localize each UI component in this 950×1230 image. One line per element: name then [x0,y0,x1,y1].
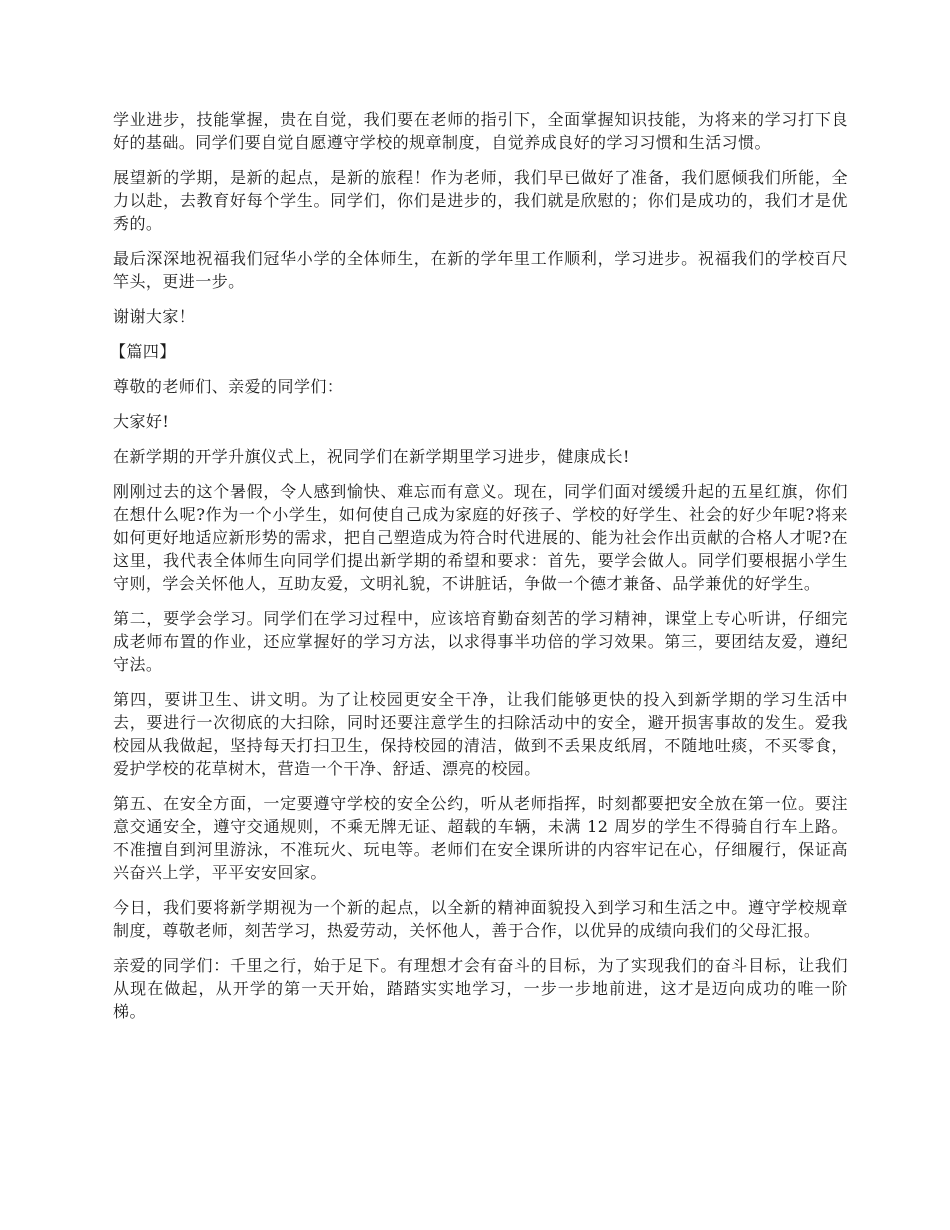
paragraph-closing: 亲爱的同学们：千里之行，始于足下。有理想才会有奋斗的目标，为了实现我们的奋斗目标，让我们从现在做起，从开学的第一天开始，踏踏实实地学习，一步一步地前进，这才是迈向成功的唯一阶梯。 [113,956,848,1021]
paragraph-new-semester-outlook: 展望新的学期，是新的起点，是新的旅程！作为老师，我们早已做好了准备，我们愿倾我们所能，全力以赴，去教育好每个学生。同学们，你们是进步的，我们就是欣慰的；你们是成功的，我们才是优秀的。 [113,168,848,233]
paragraph-self-discipline: 学业进步，技能掌握，贵在自觉，我们要在老师的指引下，全面掌握知识技能，为将来的学习打下良好的基础。同学们要自觉自愿遵守学校的规章制度，自觉养成良好的学习习惯和生活习惯。 [113,110,848,152]
document-page [110,108,848,1035]
paragraph-blessing: 最后深深地祝福我们冠华小学的全体师生，在新的学年里工作顺利，学习进步。祝福我们的学校百尺竿头，更进一步。 [113,249,848,291]
paragraph-learning: 第二，要学会学习。同学们在学习过程中，应该培育勤奋刻苦的学习精神，课堂上专心听讲，仔细完成老师布置的作业，还应掌握好的学习方法，以求得事半功倍的学习效果。第三，要团结友爱，遵纪守法。 [113,609,848,674]
paragraph-summer-reflection: 刚刚过去的这个暑假，令人感到愉快、难忘而有意义。现在，同学们面对缓缓升起的五星红旗，你们在想什么呢?作为一个小学生，如何使自己成为家庭的好孩子、学校的好学生、社会的好少年呢?将来如何更好地适应新形势的需求，把自己塑造成为符合时代进展的、能为社会作出贡献的合格人才呢?在这里，我代表全体师生向同学们提出新学期的希望和要求：首先，要学会做人。同学们要根据小学生守则，学会关怀他人，互助友爱，文明礼貌，不讲脏话，争做一个德才兼备、品学兼优的好学生。 [113,482,848,593]
paragraph-thanks: 谢谢大家！ [113,307,196,326]
paragraph-salutation: 尊敬的老师们、亲爱的同学们： [113,377,344,396]
paragraph-flag-ceremony: 在新学期的开学升旗仪式上，祝同学们在新学期里学习进步，健康成长! [113,447,630,466]
paragraph-hygiene: 第四，要讲卫生、讲文明。为了让校园更安全干净，让我们能够更快的投入到新学期的学习生活中去，要进行一次彻底的大扫除，同时还要注意学生的扫除活动中的安全，避开损害事故的发生。爱我校园从我做起，坚持每天打扫卫生，保持校园的清洁，做到不丢果皮纸屑，不随地吐痰，不买零食，爱护学校的花草树木，营造一个干净、舒适、漂亮的校园。 [113,690,848,778]
section-heading: 【篇四】 [110,342,176,361]
paragraph-safety: 第五、在安全方面，一定要遵守学校的安全公约，听从老师指挥，时刻都要把安全放在第一位。要注意交通安全，遵守交通规则，不乘无牌无证、超载的车辆，未满 12 周岁的学生不得骑自行车上路。不准擅自到河里游泳，不准玩火、玩电等。老师们在安全课所讲的内容牢记在心，仔细履行，保证高兴奋兴上学，平平安安回家。 [113,794,848,882]
paragraph-greeting: 大家好! [113,412,170,431]
paragraph-new-start: 今日，我们要将新学期视为一个新的起点，以全新的精神面貌投入到学习和生活之中。遵守学校规章制度，尊敬老师，刻苦学习，热爱劳动，关怀他人，善于合作，以优异的成绩向我们的父母汇报。 [113,898,848,940]
